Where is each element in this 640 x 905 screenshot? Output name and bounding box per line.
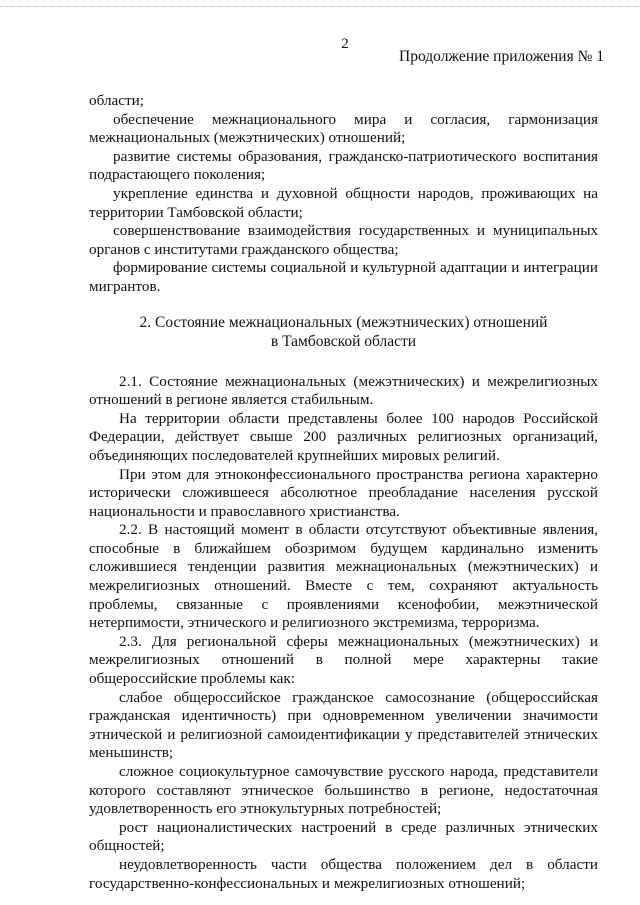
list-item: неудовлетворенность части общества положением дел в области государственно-конфессиональных и межрелигиозных отношений; bbox=[89, 855, 598, 892]
spacer bbox=[89, 351, 598, 373]
paragraph: На территории области представлены более 100 народов Российской Федерации, действует свыше 200 различных религиозных организаций, объединяющих последователей крупнейших мировых религий. bbox=[89, 409, 598, 464]
scan-edge-divider bbox=[0, 6, 640, 7]
list-item: обеспечение межнационального мира и согласия, гармонизация межнациональных (межэтнических) отношений; bbox=[89, 110, 598, 147]
paragraph: 2.3. Для региональной сферы межнациональных (межэтнических) и межрелигиозных отношений в полной мере характерны такие общероссийские проблемы как: bbox=[89, 632, 598, 688]
list-item: развитие системы образования, гражданско-патриотического воспитания подрастающего поколения; bbox=[89, 147, 598, 184]
section-heading-line-2: в Тамбовской области bbox=[270, 332, 417, 350]
list-item: рост националистических настроений в среде различных этнических общностей; bbox=[89, 818, 598, 855]
document-body bbox=[89, 92, 598, 893]
section-heading-line-1: 2. Состояние межнациональных (межэтнических) отношений bbox=[139, 313, 548, 331]
list-item: формирование системы социальной и культурной адаптации и интеграции мигрантов. bbox=[89, 259, 598, 295]
page-number: 2 bbox=[341, 36, 349, 52]
list-item: сложное социокультурное самочувствие русского народа, представители которого составляют этническое большинство в регионе, недостаточная удовлетворенность его этнокультурных потребностей; bbox=[89, 763, 598, 818]
appendix-header: Продолжение приложения № 1 bbox=[399, 48, 604, 65]
list-item: совершенствование взаимодействия государственных и муниципальных органов с институтами гражданского общества; bbox=[89, 222, 598, 258]
section-heading bbox=[89, 313, 598, 351]
list-item-continuation: области; bbox=[89, 92, 144, 109]
paragraph: 2.1. Состояние межнациональных (межэтнических) и межрелигиозных отношений в регионе является стабильным. bbox=[89, 372, 598, 409]
list-item: слабое общероссийское гражданское самосознание (общероссийская гражданская идентичность) при одновременном увеличении значимости этнической и религиозной самоидентификации у представителей этнических меньшинств; bbox=[89, 688, 598, 762]
list-item: укрепление единства и духовной общности народов, проживающих на территории Тамбовской области; bbox=[89, 184, 598, 221]
paragraph: 2.2. В настоящий момент в области отсутствуют объективные явления, способные в ближайшем обозримом будущем кардинально изменить сложившиеся тенденции развития межнациональных (межэтнических) и межрелигиозных отношений. Вместе с тем, сохраняют актуальность проблемы, связанные с проявлениями ксенофобии, межэтнической нетерпимости, этнического и религиозного экстремизма, терроризма. bbox=[89, 521, 598, 632]
paragraph: При этом для этноконфессионального пространства региона характерно исторически сложившееся абсолютное преобладание населения русской национальности и православного христианства. bbox=[89, 465, 598, 520]
